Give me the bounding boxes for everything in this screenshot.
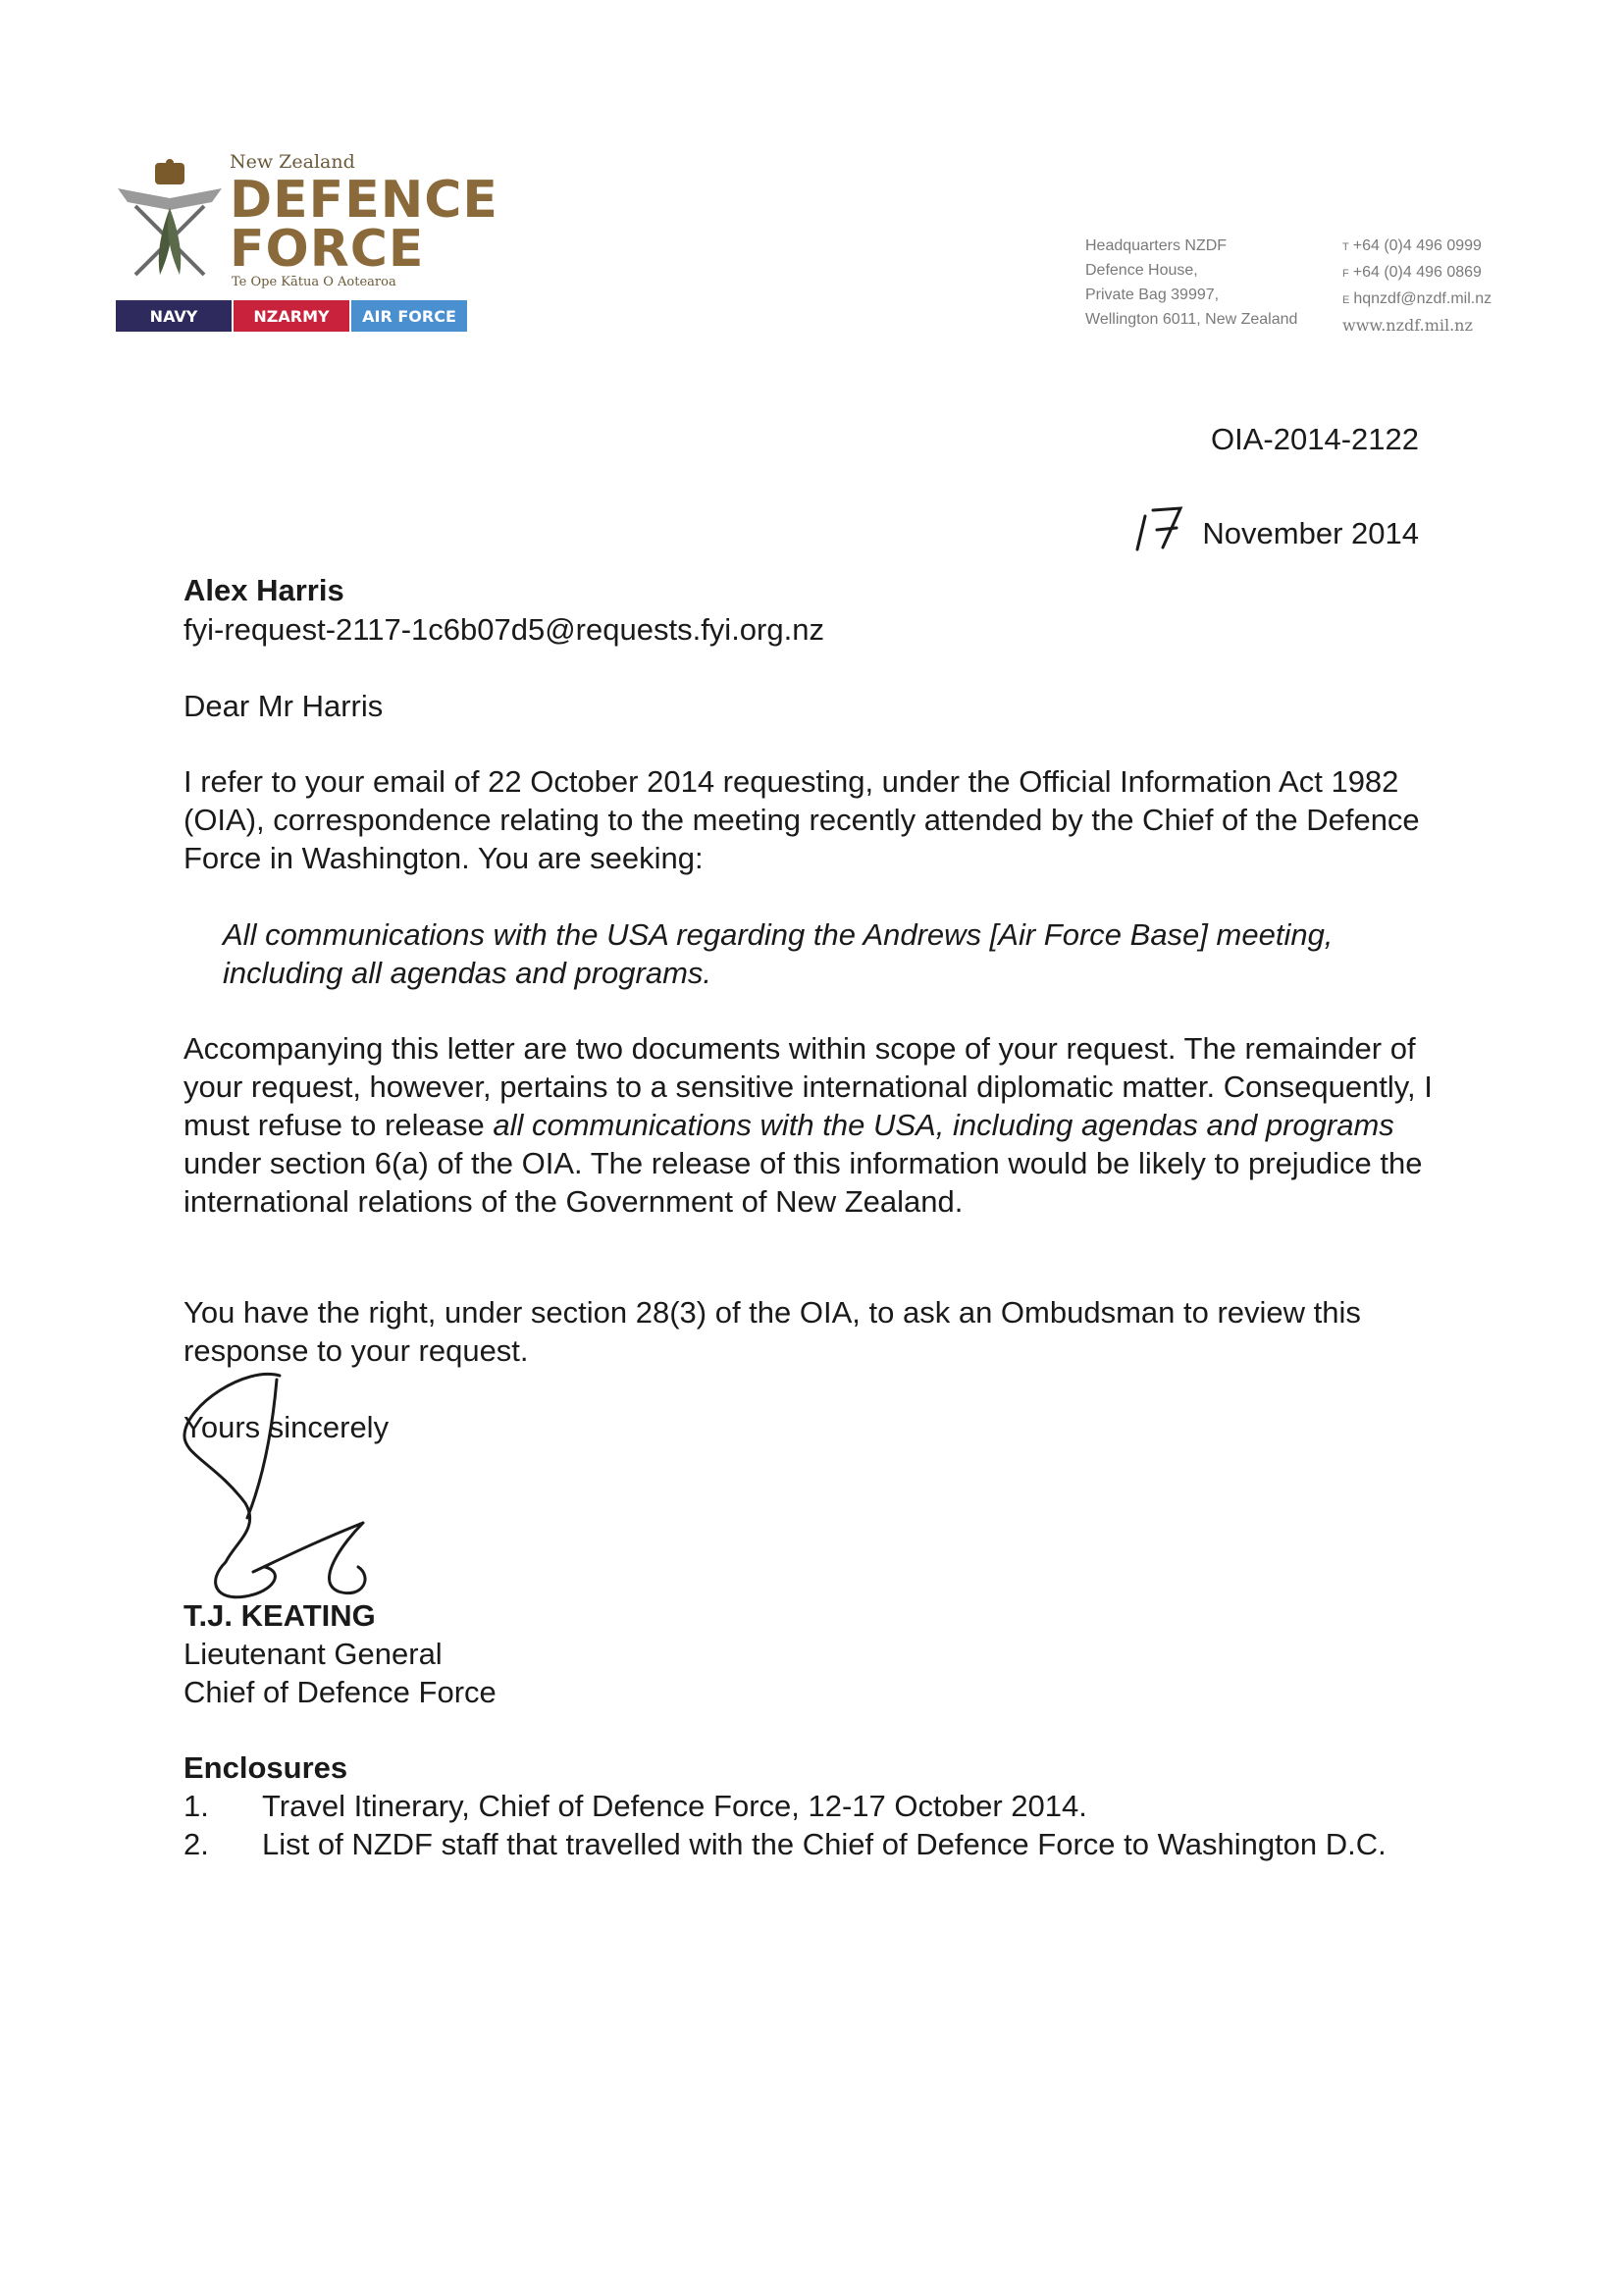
body-paragraph-2 [183,1029,1440,1221]
enclosure-text: Travel Itinerary, Chief of Defence Force, 12-17 October 2014. [262,1789,1087,1823]
phone-prefix: T [1342,241,1349,253]
air-force-badge: AIR FORCE [351,300,467,332]
enclosure-text: List of NZDF staff that travelled with the Chief of Defence Force to Washington D.C. [262,1827,1387,1861]
para2-text-a: Accompanying this letter are two documents within scope of your request. The remainder of your request, however, pertains to a sensitive international diplomatic matter. Consequently, I must refuse to release [183,1031,1433,1142]
address-line: Headquarters NZDF [1085,237,1228,254]
crown-crest-icon [116,159,224,287]
letter-date [1127,496,1419,551]
maori-name: Te Ope Kātua O Aotearoa [232,275,396,289]
fax-prefix: F [1342,268,1349,280]
signatory-title: Chief of Defence Force [183,1675,497,1709]
service-bar [116,300,467,332]
handwritten-day [1127,496,1200,551]
fax-number: +64 (0)4 496 0869 [1352,264,1482,281]
address-line: Private Bag 39997, [1085,287,1220,303]
para2-text-b: under section 6(a) of the OIA. The release of this information would be likely to prejudice the international relations of the Government of New Zealand. [183,1146,1423,1219]
contact-block [1342,234,1492,338]
recipient-name: Alex Harris [183,573,344,607]
email-line [1342,287,1492,313]
enclosure-number: 2. [183,1827,209,1861]
navy-badge: NAVY [116,300,232,332]
salutation: Dear Mr Harris [183,689,384,723]
body-paragraph-3: You have the right, under section 28(3) of the OIA, to ask an Ombudsman to review this response to your request. [183,1295,1361,1368]
address-line: Wellington 6011, New Zealand [1085,311,1298,328]
address-block [1085,234,1297,332]
enclosure-item [183,1825,1440,1863]
body-paragraph-1: I refer to your email of 22 October 2014 requesting, under the Official Information Act 1982 (OIA), correspondence relating to the meeting recently attended by the Chief of the Defence Force in Washington. You are seeking: [183,764,1420,875]
reference-number: OIA-2014-2122 [1211,422,1419,456]
email-prefix: E [1342,294,1350,306]
enclosures-heading: Enclosures [183,1750,348,1785]
signatory-rank: Lieutenant General [183,1637,443,1671]
website: www.nzdf.mil.nz [1342,316,1473,335]
fax-line [1342,260,1492,287]
army-badge: NZARMY [234,300,349,332]
nzdf-logo [116,149,498,336]
phone-number: +64 (0)4 496 0999 [1352,237,1482,254]
hq-email: hqnzdf@nzdf.mil.nz [1353,290,1492,307]
enclosure-item [183,1787,1440,1825]
address-line: Defence House, [1085,262,1198,279]
wordmark-defence: DEFENCE [230,171,498,230]
country-label: New Zealand [230,151,355,173]
quoted-request: All communications with the USA regarding the Andrews [Air Force Base] meeting, including all agendas and programs. [223,917,1334,990]
recipient-email: fyi-request-2117-1c6b07d5@requests.fyi.org.nz [183,612,824,647]
signatory-name: T.J. KEATING [183,1598,376,1633]
phone-line [1342,234,1492,260]
date-month-year: November 2014 [1202,516,1419,550]
enclosure-number: 1. [183,1789,209,1823]
signature-icon [167,1346,393,1611]
closing: Yours sincerely [183,1410,390,1444]
wordmark-force: FORCE [230,220,425,279]
para2-italic: all communications with the USA, including agendas and programs [493,1108,1394,1142]
